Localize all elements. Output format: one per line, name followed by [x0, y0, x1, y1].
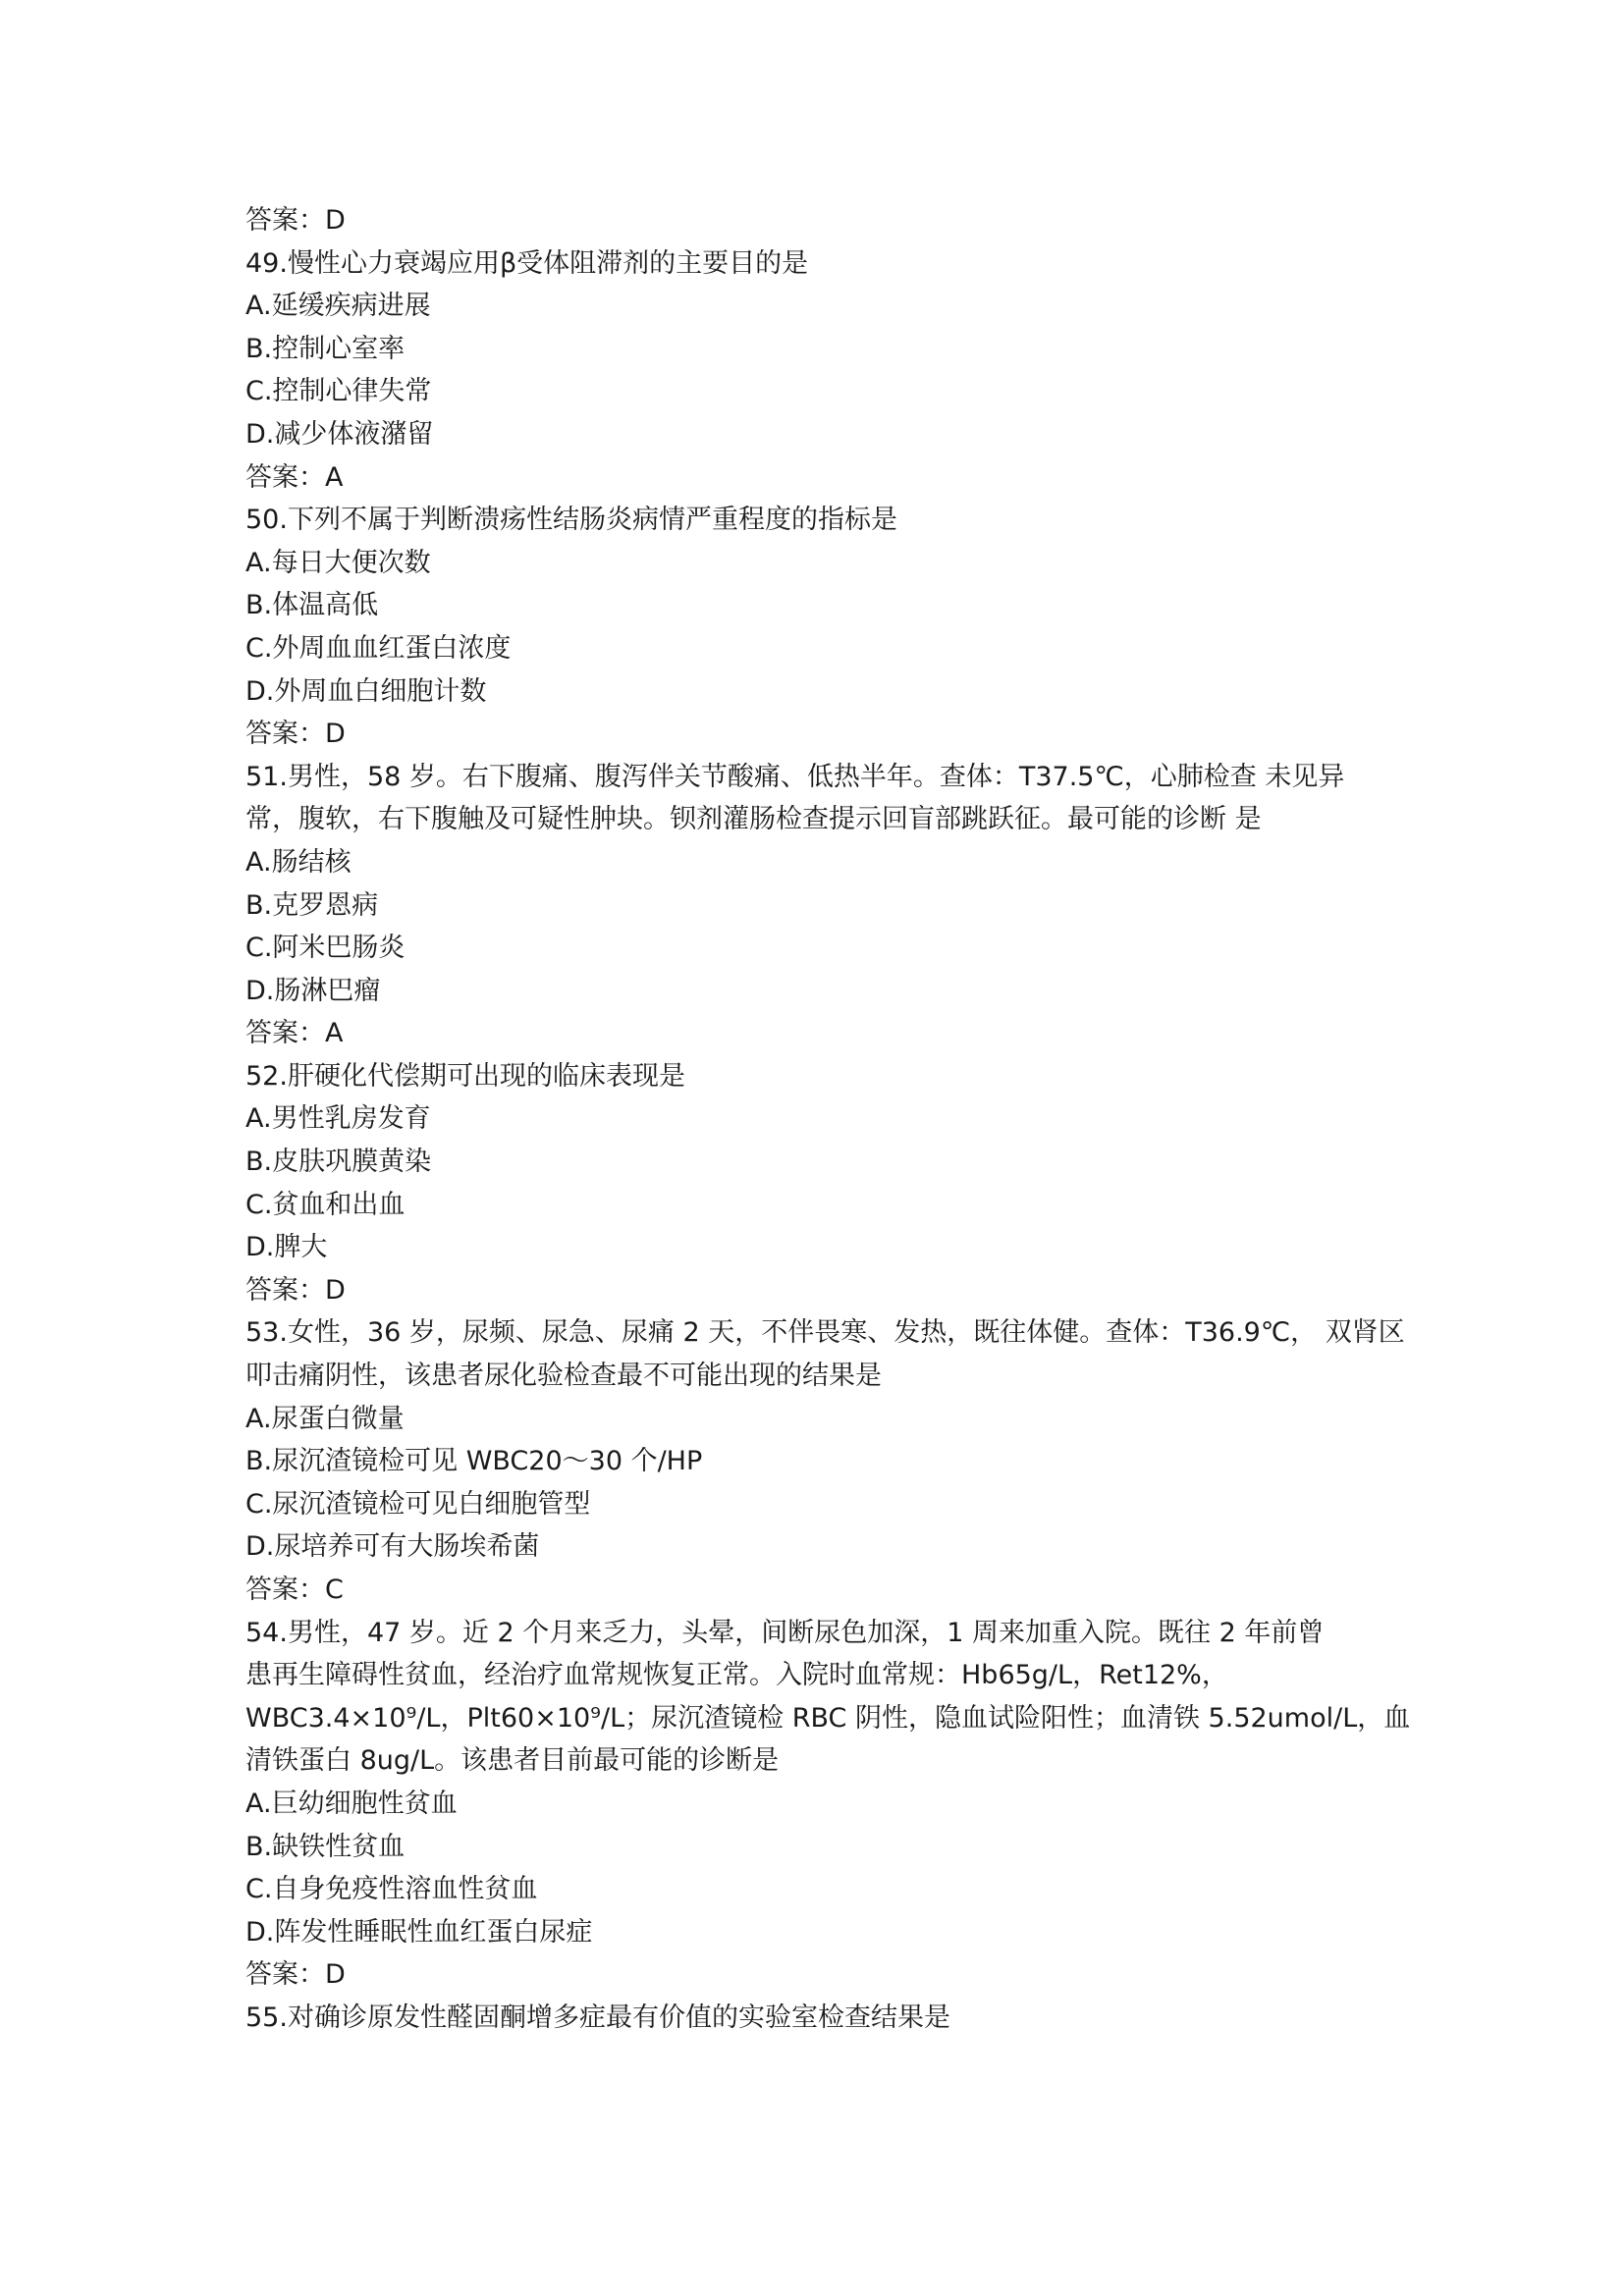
question-stem: 51.男性，58 岁。右下腹痛、腹泻伴关节酸痛、低热半年。查体：T37.5℃，心肺检查 未见异 [245, 761, 1345, 792]
answer-line: 答案：A [245, 1018, 344, 1049]
question-stem: 53.女性，36 岁，尿频、尿急、尿痛 2 天，不伴畏寒、发热，既往体健。查体：T36.9℃， 双肾区 [245, 1317, 1405, 1349]
option-a: A.肠结核 [245, 846, 352, 878]
option-c: C.外周血血红蛋白浓度 [245, 632, 512, 664]
option-c: C.阿米巴肠炎 [245, 933, 406, 964]
question-51 [245, 756, 1404, 1055]
option-a: A.每日大便次数 [245, 547, 431, 578]
question-stem: 50.下列不属于判断溃疡性结肠炎病情严重程度的指标是 [245, 505, 897, 536]
option-d: D.减少体液潴留 [245, 418, 434, 450]
question-55 [245, 1997, 1404, 2040]
option-a: A.男性乳房发育 [245, 1103, 431, 1135]
question-53 [245, 1311, 1404, 1611]
question-stem-continued: 叩击痛阴性，该患者尿化验检查最不可能出现的结果是 [245, 1361, 882, 1392]
question-stem-continued: 患再生障碍性贫血，经治疗血常规恢复正常。入院时血常规：Hb65g/L，Ret12%， [245, 1660, 1228, 1691]
question-stem: 55.对确诊原发性醛固酮增多症最有价值的实验室检查结果是 [245, 2002, 950, 2033]
lead-answer: 答案：D [245, 205, 346, 236]
answer-line: 答案：D [245, 1274, 346, 1306]
question-stem-continued: 常，腹软，右下腹触及可疑性肿块。钡剂灌肠检查提示回盲部跳跃征。最可能的诊断 是 [245, 804, 1262, 835]
option-b: B.控制心室率 [245, 333, 406, 364]
question-stem: 49.慢性心力衰竭应用β受体阻滞剂的主要目的是 [245, 247, 809, 279]
option-d: D.外周血白细胞计数 [245, 675, 487, 707]
question-50 [245, 499, 1404, 756]
question-49 [245, 242, 1404, 500]
option-a: A.延缓疾病进展 [245, 291, 431, 322]
question-stem-continued: WBC3.4×10⁹/L，Plt60×10⁹/L；尿沉渣镜检 RBC 阴性，隐血试险阳性；血清铁 5.52umol/L，血 [245, 1702, 1411, 1734]
option-b: B.体温高低 [245, 590, 379, 621]
option-d: D.阵发性睡眠性血红蛋白尿症 [245, 1916, 593, 1948]
option-c: C.自身免疫性溶血性贫血 [245, 1874, 538, 1905]
option-d: D.尿培养可有大肠埃希菌 [245, 1531, 540, 1563]
option-c: C.尿沉渣镜检可见白细胞管型 [245, 1488, 591, 1520]
question-54 [245, 1612, 1411, 1997]
option-b: B.缺铁性贫血 [245, 1831, 406, 1862]
option-b: B.皮肤巩膜黄染 [245, 1147, 432, 1178]
document-page [245, 199, 1411, 2040]
question-52 [245, 1055, 1404, 1312]
option-b: B.克罗恩病 [245, 889, 379, 921]
question-stem: 54.男性，47 岁。近 2 个月来乏力，头晕，间断尿色加深，1 周来加重入院。既往 2 年前曾 [245, 1617, 1325, 1648]
option-b: B.尿沉渣镜检可见 WBC20～30 个/HP [245, 1446, 703, 1477]
option-c: C.贫血和出血 [245, 1189, 406, 1220]
option-a: A.尿蛋白微量 [245, 1403, 405, 1434]
answer-line: 答案：D [245, 1959, 346, 1991]
option-d: D.脾大 [245, 1232, 328, 1263]
answer-line: 答案：A [245, 461, 344, 493]
question-stem: 52.肝硬化代偿期可出现的临床表现是 [245, 1060, 685, 1092]
answer-line: 答案：D [245, 719, 346, 750]
option-c: C.控制心律失常 [245, 376, 432, 407]
question-stem-continued: 清铁蛋白 8ug/L。该患者目前最可能的诊断是 [245, 1745, 780, 1777]
answer-line: 答案：C [245, 1575, 344, 1605]
option-a: A.巨幼细胞性贫血 [245, 1788, 458, 1819]
option-d: D.肠淋巴瘤 [245, 975, 381, 1006]
